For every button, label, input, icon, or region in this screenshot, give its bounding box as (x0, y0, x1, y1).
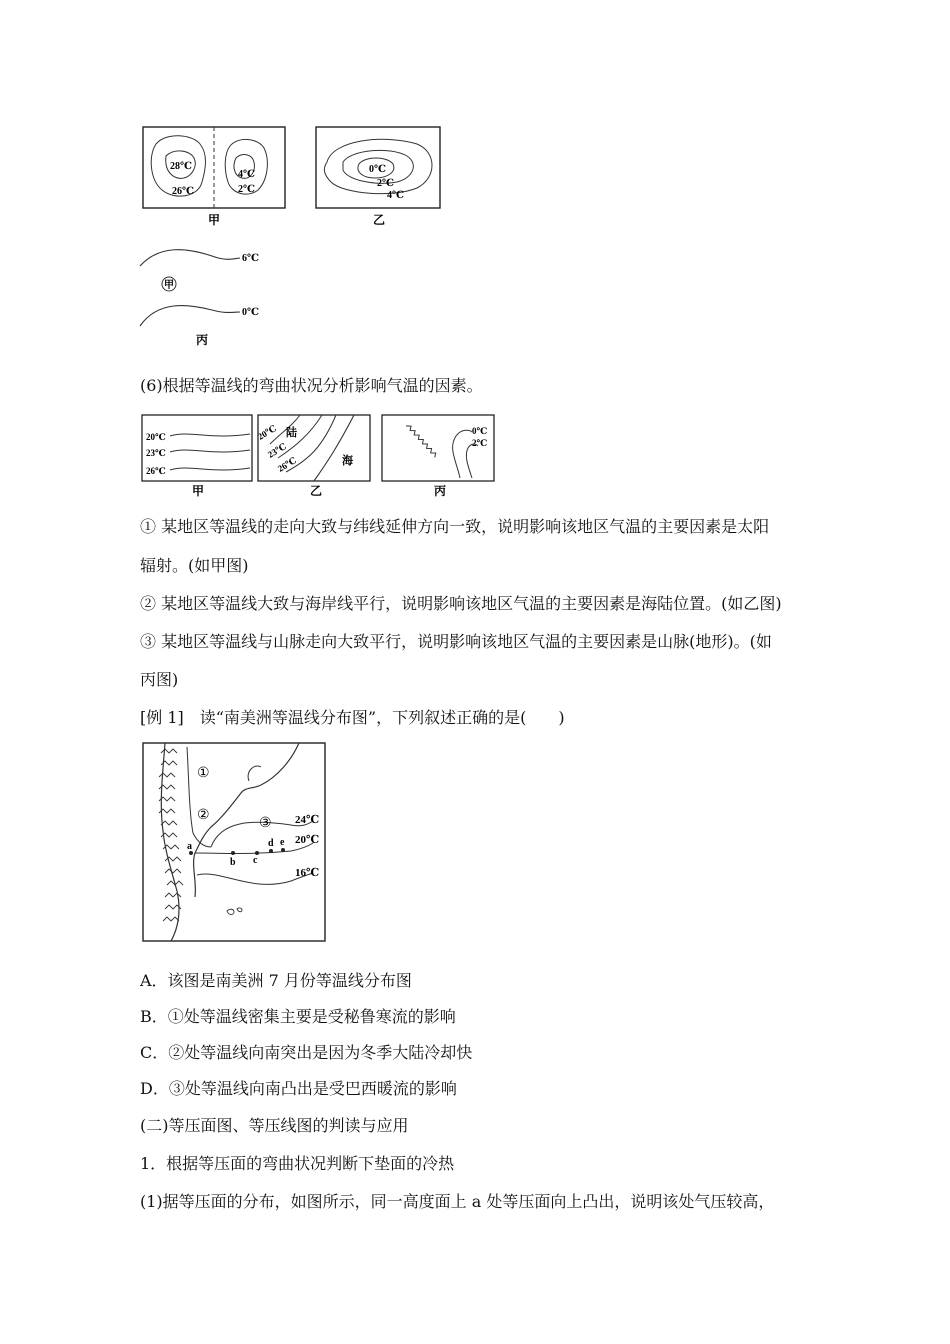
map-point-b: b (230, 857, 236, 868)
option-d: D．③处等温线向南凸出是受巴西暖流的影响 (140, 1079, 457, 1098)
point-1-line-2: 辐射。(如甲图) (140, 556, 249, 575)
map-circle-3: ③ (259, 816, 272, 831)
jia-label-26: 26℃ (172, 186, 194, 197)
yi-label-0: 0℃ (369, 164, 386, 175)
map-circle-1: ① (197, 766, 210, 781)
point-2: ② 某地区等温线大致与海岸线平行，说明影响该地区气温的主要因素是海陆位置。(如乙图) (140, 594, 782, 613)
jia-label-4: 4℃ (238, 169, 255, 180)
mid-yi-sea: 海 (342, 455, 353, 467)
mid-yi-land: 陆 (286, 427, 297, 439)
yi-label-4: 4℃ (387, 190, 404, 201)
mid-bing-0: 0℃ (472, 426, 488, 436)
point-3-line-1: ③ 某地区等温线与山脉走向大致平行，说明影响该地区气温的主要因素是山脉(地形)。(如 (140, 632, 772, 651)
map-label-20: 20℃ (295, 834, 320, 846)
jia-label-28: 28℃ (170, 161, 192, 172)
south-america-isotherm-map (141, 741, 327, 943)
mid-bing-2: 2℃ (472, 438, 488, 448)
map-label-16: 16℃ (295, 867, 320, 879)
figure-top-yi (313, 124, 445, 228)
section-2-sub-1-text: (1)据等压面的分布，如图所示，同一高度面上 a 处等压面向上凸出，说明该处气压较高， (140, 1192, 775, 1211)
mid-jia-23: 23℃ (146, 448, 166, 458)
point-3-line-2: 丙图) (140, 670, 179, 689)
option-a: A．该图是南美洲 7 月份等温线分布图 (140, 971, 412, 990)
figure-top-bing (136, 244, 276, 350)
figure-mid-jia (140, 412, 256, 498)
bing-label-0: 0℃ (242, 307, 259, 318)
mid-jia-26: 26℃ (146, 466, 166, 476)
figure-top-jia (140, 124, 290, 228)
map-label-24: 24℃ (295, 814, 320, 826)
figure-caption-jia: 甲 (207, 213, 221, 227)
yi-label-2: 2℃ (377, 178, 394, 189)
section-6-heading: (6)根据等温线的弯曲状况分析影响气温的因素。 (140, 376, 483, 395)
bing-label-6: 6℃ (242, 253, 259, 264)
section-2-heading: (二)等压面图、等压线图的判读与应用 (140, 1116, 409, 1135)
map-point-a: a (187, 841, 192, 852)
figure-caption-mid-bing: 丙 (433, 484, 447, 498)
bing-circle-label: 甲 (164, 280, 174, 291)
figure-mid-yi (256, 412, 374, 498)
mid-yi-23: 23℃ (266, 441, 289, 460)
option-c: C．②处等温线向南突出是因为冬季大陆冷却快 (140, 1043, 473, 1062)
map-point-e: e (280, 837, 285, 848)
map-point-c: c (253, 855, 258, 866)
jia-label-2: 2℃ (238, 184, 255, 195)
option-b: B．①处等温线密集主要是受秘鲁寒流的影响 (140, 1007, 456, 1026)
figure-caption-mid-yi: 乙 (309, 484, 323, 498)
mountain-range-icon (402, 424, 441, 458)
mid-yi-20: 20℃ (256, 423, 279, 442)
example-1-stem: [例 1] 读“南美洲等温线分布图”，下列叙述正确的是( ) (140, 708, 565, 727)
map-point-d: d (268, 838, 274, 849)
point-1-line-1: ① 某地区等温线的走向大致与纬线延伸方向一致，说明影响该地区气温的主要因素是太阳 (140, 517, 770, 536)
figure-caption-yi: 乙 (372, 213, 386, 227)
mid-yi-26: 26℃ (276, 455, 299, 474)
map-circle-2: ② (197, 808, 210, 823)
mid-jia-20: 20℃ (146, 432, 166, 442)
section-2-sub-1: 1．根据等压面的弯曲状况判断下垫面的冷热 (140, 1154, 455, 1173)
figure-caption-bing: 丙 (195, 333, 209, 347)
figure-caption-mid-jia: 甲 (191, 484, 205, 498)
figure-mid-bing (380, 412, 498, 498)
